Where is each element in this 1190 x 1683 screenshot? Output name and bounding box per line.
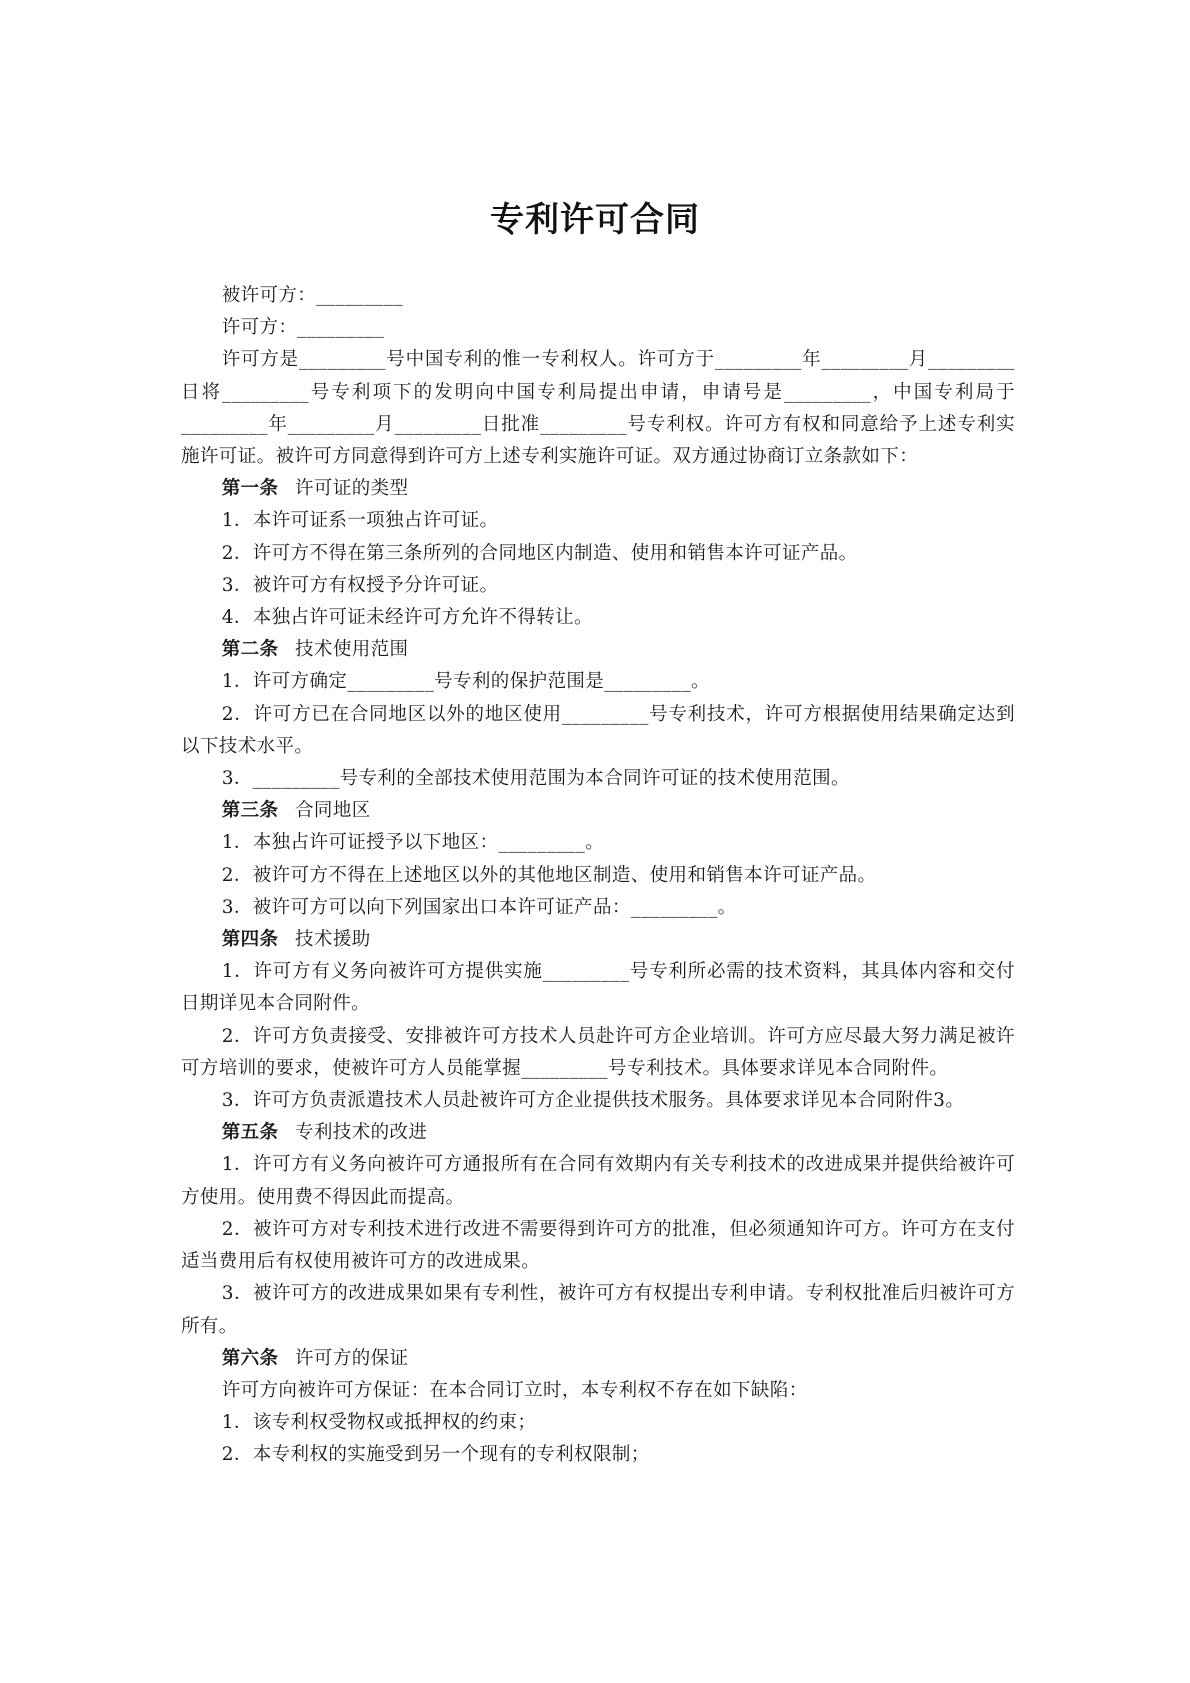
article-title: 合同地区 [295, 800, 371, 822]
article-title: 许可证的类型 [295, 478, 409, 500]
clause-paragraph: 1．本许可证系一项独占许可证。 [221, 510, 499, 532]
clause-paragraph: 1．许可方有义务向被许可方通报所有在合同有效期内有关专利技术的改进成果并提供给被许可方使用。使用费不得因此而提高。 [181, 1154, 1015, 1208]
article-title: 技术援助 [295, 929, 371, 951]
article-number: 第二条 [221, 639, 279, 661]
article-number: 第五条 [221, 1122, 279, 1144]
clause-paragraph: 2．被许可方不得在上述地区以外的其他地区制造、使用和销售本许可证产品。 [221, 864, 877, 886]
clause-paragraph: 许可方向被许可方保证：在本合同订立时，本专利权不存在如下缺陷： [221, 1379, 808, 1401]
article-heading [181, 924, 1015, 956]
document-body [181, 280, 1015, 1472]
clause-paragraph: 2．许可方负责接受、安排被许可方技术人员赴许可方企业培训。许可方应尽最大努力满足被许可方培训的要求，使被许可方人员能掌握_________号专利技术。具体要求详见本合同附件。 [181, 1025, 1015, 1079]
clause-paragraph: 3．被许可方可以向下列国家出口本许可证产品：_________。 [221, 896, 737, 918]
clause-paragraph: 2．本专利权的实施受到另一个现有的专利权限制； [221, 1444, 650, 1466]
article-title: 许可方的保证 [295, 1347, 409, 1369]
article-heading [181, 1343, 1015, 1375]
clause-paragraph: 1．该专利权受物权或抵押权的约束； [221, 1412, 537, 1434]
article-heading [181, 473, 1015, 505]
clause-paragraph: 3．被许可方有权授予分许可证。 [221, 574, 499, 596]
article-number: 第三条 [221, 800, 279, 822]
clause-paragraph: 1．许可方有义务向被许可方提供实施_________号专利所必需的技术资料，其具体内容和交付日期详见本合同附件。 [181, 961, 1015, 1015]
preamble-paragraph: 许可方是_________号中国专利的惟一专利权人。许可方于_________年_________月_________日将_________号专利项下的发明向中国专利局提出申请，申请号是_________，中国专利局于_________年_________月_________日批准_________号专利权。许可方有权和同意给予上述专利实施许可证。被许可方同意得到许可方上述专利实施许可证。双方通过协商订立条款如下： [181, 349, 1015, 468]
article-heading [181, 1117, 1015, 1149]
licensor-line: 许可方：_________ [221, 317, 385, 339]
clause-paragraph: 1．许可方确定_________号专利的保护范围是_________。 [221, 671, 710, 693]
article-heading [181, 795, 1015, 827]
article-number: 第四条 [221, 929, 279, 951]
clause-paragraph: 2．许可方不得在第三条所列的合同地区内制造、使用和销售本许可证产品。 [221, 542, 858, 564]
clause-paragraph: 4．本独占许可证未经许可方允许不得转让。 [221, 607, 593, 629]
article-number: 第六条 [221, 1347, 279, 1369]
article-number: 第一条 [221, 478, 279, 500]
clause-paragraph: 3．_________号专利的全部技术使用范围为本合同许可证的技术使用范围。 [221, 768, 850, 790]
clause-paragraph: 3．许可方负责派遣技术人员赴被许可方企业提供技术服务。具体要求详见本合同附件3。 [221, 1090, 965, 1112]
clause-paragraph: 1．本独占许可证授予以下地区：_________。 [221, 832, 605, 854]
licensee-line: 被许可方：_________ [221, 285, 404, 306]
clause-paragraph: 3．被许可方的改进成果如果有专利性，被许可方有权提出专利申请。专利权批准后归被许可方所有。 [181, 1283, 1015, 1337]
article-title: 专利技术的改进 [295, 1122, 428, 1144]
clause-paragraph: 2．许可方已在合同地区以外的地区使用_________号专利技术，许可方根据使用结果确定达到以下技术水平。 [181, 703, 1015, 757]
clause-paragraph: 2．被许可方对专利技术进行改进不需要得到许可方的批准，但必须通知许可方。许可方在支付适当费用后有权使用被许可方的改进成果。 [181, 1218, 1015, 1273]
article-title: 技术使用范围 [295, 639, 409, 661]
article-heading [181, 634, 1015, 666]
document-title: 专利许可合同 [490, 200, 700, 240]
